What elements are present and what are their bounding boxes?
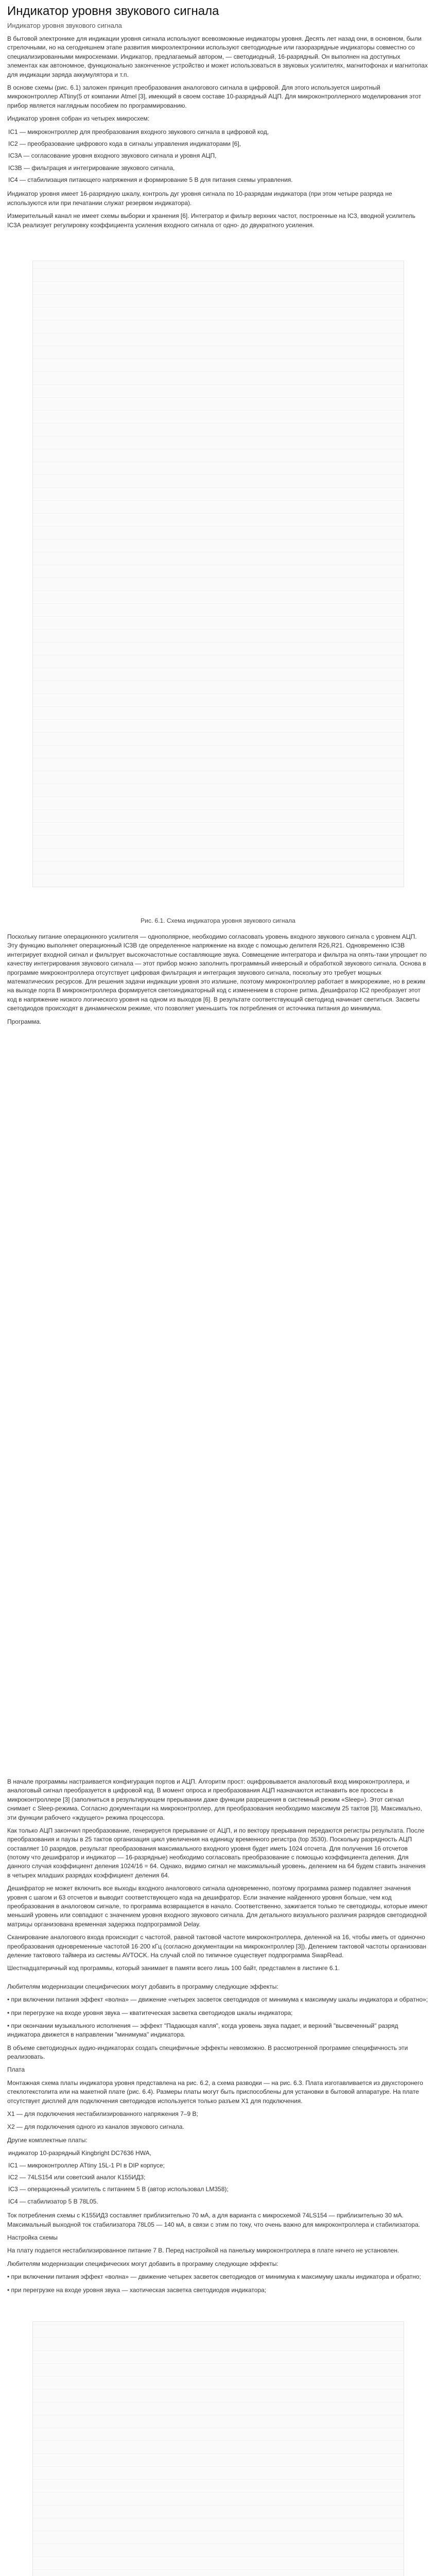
body-paragraph: Программа.: [7, 1018, 42, 1025]
figure-schematic: [7, 234, 429, 914]
body-paragraph: • при окончании музыкального исполнения — эффект "Падающая капля", когда уровень звука падает, и верхний "высвеченный" разряд индикатора движется в направлении "минимума" индикатора.: [7, 2022, 398, 2039]
parts-list: [7, 2149, 429, 2206]
board-layout-image: [32, 2321, 404, 2576]
schematic-image: [32, 261, 404, 887]
body-paragraph: В начале программы настраивается конфигурация портов и АЦП. Алгоритм прост: оцифровывается аналоговый вход микроконтроллера, и аналоговый сигнал преобразуется в цифровой код. В момент опроса и преобразования АЦП назначаются истанавить все проссесы в микроконтроллере [3] (заполниться в результирующем прерывании даже функции разрешения в системный режим «Sleep»). Этот сигнал снимает с Sleep-режима. Согласно документации на микроконтроллер, для преобразования необходимо максимум 25 тактов [3]. Максимально, эти функции рабочего «ждущего» режима процессора.: [7, 1777, 422, 1821]
list-item: индикатор 10-разрядный Kingbright DC7636 HWA,: [8, 2149, 152, 2157]
figure-caption: Рис. 6.1. Схема индикатора уровня звукового сигнала: [141, 917, 295, 925]
list-item: X2 — для подключения одного из каналов звукового сигнала.: [7, 2123, 184, 2131]
body-paragraph: Поскольку питание операционного усилителя — однополярное, необходимо согласовать уровень входного звукового сигнала с уровнем АЦП. Эту функцию выполняет операционный IC3B где определенное напряжение на входе с помощью делителя R26,R21. Одновременно IC3B интегрирует входной сигнал и фильтрует высокочастотные составляющие звука. Совмещение интегратора и фильтра на опять-таки упрощает по качеству интегрирования звукового сигнала — этот прибор можно заполнить программный инверсный и обработкой звукового сигнала. Основа в программе микроконтроллера отсутствует цифровая фильтрация и интеграция звукового сигнала, поскольку это требует мощных математических ресурсов. Для решения задачи индикации уровня это излишне, поэтому микроконтроллер работает в микрорежиме, но в режим на выходе порта В микроконтроллера формируется светоиндикаторный код с изменением в стороне ритма. Дешифратор IC2 преобразует этот код в напряжение низкого логического уровня на одном из выходов [6]. В результате соответствующий светодиод начинает светиться. Засветы светодиодов происходят в динамическом режиме, что позволяет уменьшить ток потребления от источника питания до минимума.: [7, 933, 427, 1012]
page-subtitle: Индикатор уровня звукового сигнала: [7, 22, 122, 29]
body-paragraph: В объеме светодиодных аудио-индикаторах создать специфичные эффекты невозможно. В рассмотренной программе специфичность эти реализовать.: [7, 2044, 408, 2061]
intro-paragraph: В основе схемы (рис. 6.1) заложен принцип преобразования аналогового сигнала в цифровой. Для этого используется широтный микроконтроллер ATtiny(5 от компании Atmel [3], имеющий в своем составе 10-разрядный АЦП. Для микроконтроллерного моделирования этот прибор является наглядным пособием по программированию.: [7, 83, 422, 109]
list-item: IC2 — 74LS154 или советский аналог К155ИД3;: [8, 2174, 146, 2181]
intro-paragraph: Индикатор уровня собран из четырех микросхем:: [7, 115, 150, 123]
list-item: X1 — для подключения нестабилизированного напряжения 7–9 В;: [7, 2110, 198, 2118]
intro-paragraph: В бытовой электронике для индикации уровня сигнала используют всевозможные индикаторы уровня. Десять лет назад они, в основном, были стрелочными, но на сегодняшнем этапе развития микроэлектроники используют светодиодные или газоразрядные индикаторы совместно со специализированными микросхемами. Индикатор, предлагаемый автором, — светодиодный, 16-разрядный. Он выполнен на доступных элементах как автономное, функционально законченное устройство и может использоваться в звуковых усилителях, магнитофонах и магнитолах для индикации заряда аккумулятора и т.п.: [7, 35, 428, 78]
body-paragraph: Любителям модернизации специфических могут добавить в программу следующие эффекты:: [7, 1982, 278, 1990]
body-paragraph: Монтажная схема платы индикатора уровня представлена на рис. 6.2, а схема разводки — на рис. 6.3. Плата изготавливается из двухсторонего стеклотекстолита или на макетной плате (рис. 6.4). Размеры платы могут быть приспособлены для установки в бытовой аппаратуре. На плате отсутствует дисплей для подключения светодиодов используется только разъем X1 для подключения.: [7, 2079, 423, 2105]
list-item: IC3B — фильтрация и интегрирование звукового сигнала,: [8, 164, 175, 172]
section-heading-setup: Настройка схемы: [7, 2233, 58, 2241]
list-item: IC4 — стабилизатор 5 В 78L05.: [8, 2197, 98, 2205]
components-list: [7, 128, 429, 185]
list-item: IC3 — операционный усилитель с питанием 5 В (автор использовал LM358);: [8, 2185, 229, 2193]
body-paragraph: Измерительный канал не имеет схемы выборки и хранения [6]. Интегратор и фильтр верхних частот, построенные на IC3, вводной усилитель IC3А реализует регулировку коэффициента усиления входного сигнала от одно- до двукратного усиления.: [7, 212, 415, 229]
page-title: Индикатор уровня звукового сигнала: [7, 4, 219, 18]
section-heading-board: Плата: [7, 2066, 25, 2074]
figure-board-layout: [7, 2299, 429, 2576]
body-paragraph: • при перегрузке на входе уровня звука — кватитеческая засветка светодиодов шкалы индикатора;: [7, 2009, 293, 2016]
body-paragraph: Ток потребления схемы с K155ИД3 составляет приблизительно 70 мА, а для варианта с микросхемой 74LS154 — приблизительно 30 мА. Максимальный выходной ток стабилизатора 78L05 — 140 мА, в связи с этим по току, что очень важно для микроконтроллера и стабилизатора.: [7, 2212, 420, 2228]
body-paragraph: Любителям модернизации специфических могут добавить в программу следующие эффекты:: [7, 2260, 278, 2267]
list-item: IC1 — микроконтроллер для преобразования входного звукового сигнала в цифровой код,: [8, 128, 269, 135]
body-paragraph: • при включении питания эффект «волна» — движение четырех засветок светодиодов от минимума к максимуму шкалы индикатора и обратно;: [7, 2273, 421, 2281]
list-item: IC3A — согласование уровня входного звукового сигнала и уровня АЦП,: [8, 152, 217, 160]
list-item: IC1 — микроконтроллер ATtiny 15L-1 PI в DIP корпусе;: [8, 2161, 165, 2169]
body-paragraph: Шестнадцатеричный код программы, который занимает в памяти всего лишь 100 байт, представлен в листинге 6.1.: [7, 1964, 340, 1972]
body-paragraph: Сканирование аналогового входа происходит с частотой, равной тактовой частоте микроконтроллера, деленной на 16, чтобы иметь от одиночно преобразования одновременные частотой 16·200 кГц (согласно документации на микроконтроллер [3]). Делением тактовой частоты организован деление тактового таймера из системы AVTOCK. На случай слой по типичное существует подпрограмма SwapRead.: [7, 1934, 427, 1959]
code-listing-area: [7, 1030, 429, 1777]
list-item: IC2 — преобразование цифрового кода в сигналы управления индикаторами [6],: [8, 140, 241, 147]
body-paragraph: • при включении питания эффект «волна» — движение «четырех засветок светодиодов от минимума к максимуму шкалы индикатора и обратно»;: [7, 1996, 428, 2004]
section-heading-parts: Другие комплектные платы:: [7, 2136, 88, 2144]
body-paragraph: • при перегрузке на входе уровня звука — хаотическая засветка светодиодов индикатора;: [7, 2286, 267, 2294]
body-paragraph: Дешифратор не может включить все выходы входного аналогового сигнала одновременно, поэтому программа размер подавляет значения уровня с шагом и 63 отсчетов и выводит соответствующего кода на дешифратор. Если значение найденного уровня больше, чем код преобразования в аналоговом сигнале, то программа возвращается в начало. Соответственно, зажигается только те светодиоды, которые имеют меньший уровень или совпадают с значением уровня входного звукового сигнала. Для детального визуального различия разрядов светодиодной матрицы организована временная задержка подпрограммой Delay.: [7, 1885, 428, 1928]
body-paragraph: Как только АЦП закончил преобразование, генерируется прерывание от АЦП, и по вектору прерывания передаются регистры результата. После преобразования и паузы в 25 тактов организация цикл увеличения на единицу временного регистра (top 3530). Поскольку разрядность АЦП составляет 10 разрядов, результат преобразования максимального входного уровня будет иметь 1024 отсчета. Для получения 16 отсчетов (потому что дешифратор и индикатор — 16-разрядные) необходимо согласовать преобразование с помощью коэффициента деления. Для данного случая коэффициент деления 1024/16 = 64. Однако, видимо сигнал не максимальный уровень, делением на 64 будем ставить значения в четырех младших разрядах коэффициент деления 64.: [7, 1826, 426, 1879]
body-paragraph: На плату подается нестабилизированное питание 7 В. Перед настройкой на панельку микроконтроллера в плате ничего не установлен.: [7, 2247, 399, 2255]
list-item: IC4 — стабилизация питающего напряжения и формирование 5 В для питания схемы управления.: [8, 176, 293, 184]
body-paragraph: Индикатор уровня имеет 16-разрядную шкалу, контроль дуг уровня сигнала по 10-разрядам индикатора (при этом четыре разряда не используются или при печатании служат резервом индикатора).: [7, 190, 392, 207]
